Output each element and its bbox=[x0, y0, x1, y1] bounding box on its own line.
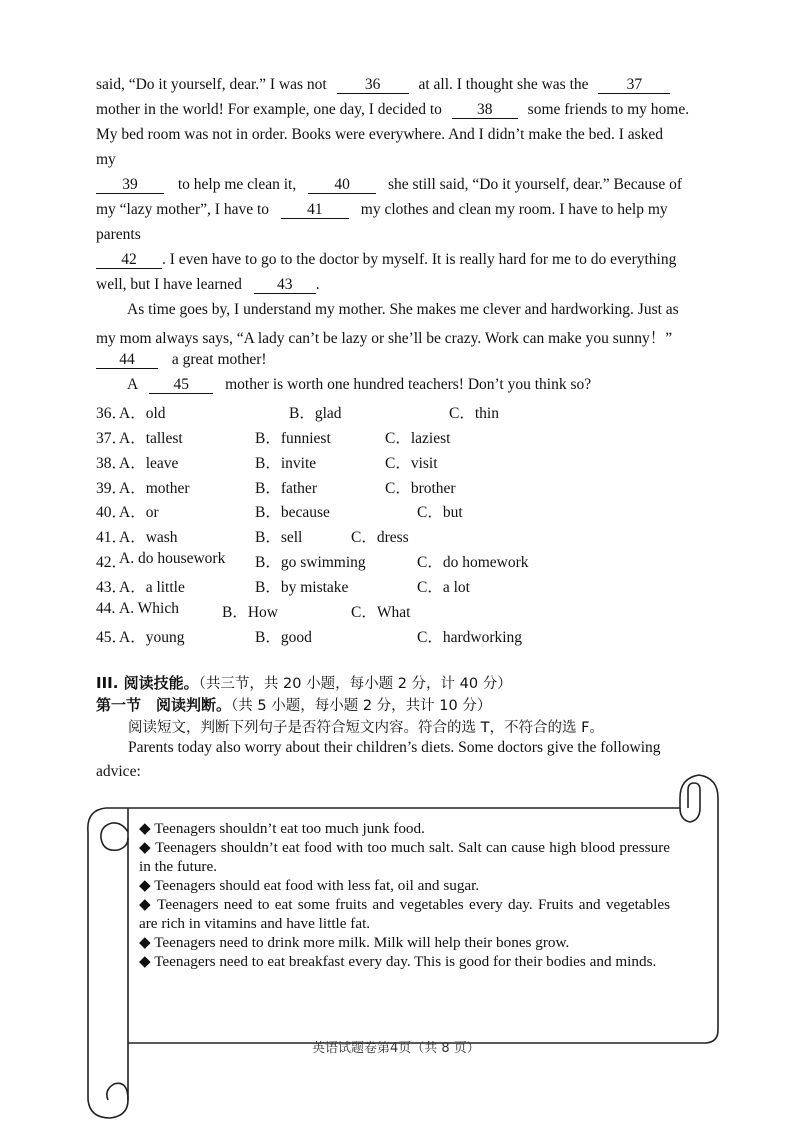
blank-37: 37 bbox=[598, 77, 670, 94]
option-c: C．but bbox=[417, 504, 463, 522]
option-a: A．leave bbox=[119, 454, 179, 472]
option-a: A．old bbox=[119, 405, 166, 422]
question-number: 42． bbox=[96, 554, 128, 572]
option-c: C．brother bbox=[385, 479, 456, 497]
blank-43: 43 bbox=[254, 277, 316, 294]
option-c: C．do homework bbox=[417, 554, 529, 572]
passage-text: said, “Do it yourself, dear.” I was not bbox=[96, 76, 327, 93]
question-number: 40． bbox=[96, 504, 128, 522]
passage-line-3: My bed room was not in order. Books were everywhere. And I didn’t make the bed. I asked bbox=[96, 126, 664, 143]
option-a: A．tallest bbox=[119, 429, 183, 447]
option-b: B．invite bbox=[255, 454, 317, 472]
blank-42: 42 bbox=[96, 252, 162, 269]
intro-line-1: Parents today also worry about their children’s diets. Some doctors give the following bbox=[128, 739, 661, 756]
passage-text: . bbox=[315, 276, 320, 293]
section-heading: III. 阅读技能。 bbox=[96, 674, 199, 692]
blank-36: 36 bbox=[337, 77, 409, 94]
passage-line-5b: parents bbox=[96, 226, 141, 243]
option-a: A. Which bbox=[119, 599, 179, 617]
advice-item: ◆ Teenagers need to eat breakfast every day. This is good for their bodies and minds. bbox=[139, 953, 657, 970]
advice-list bbox=[139, 819, 670, 971]
option-b: B．good bbox=[255, 628, 312, 646]
option-c: C．a lot bbox=[417, 578, 470, 596]
option-c: C．visit bbox=[385, 454, 438, 472]
subsection-note: （共 5 小题，每小题 2 分，共计 10 分） bbox=[231, 698, 492, 714]
blank-39: 39 bbox=[96, 177, 164, 194]
intro-line-2: advice: bbox=[96, 763, 141, 780]
option-a: A．young bbox=[119, 628, 185, 646]
option-b: B．because bbox=[255, 504, 330, 522]
option-a: A．wash bbox=[119, 529, 178, 547]
passage-line-8: As time goes by, I understand my mother. She makes me clever and hardworking. Just as bbox=[127, 301, 679, 318]
advice-item: ◆ Teenagers need to drink more milk. Milk will help their bones grow. bbox=[139, 934, 570, 951]
question-number: 36． bbox=[96, 405, 128, 422]
passage-text: well, but I have learned bbox=[96, 276, 242, 293]
passage-text: she still said, “Do it yourself, dear.” Because of bbox=[388, 176, 682, 193]
option-b: B．by mistake bbox=[255, 578, 349, 596]
passage-text: . I even have to go to the doctor by myself. It is really hard for me to do everything bbox=[162, 251, 677, 268]
question-number: 44. bbox=[96, 599, 116, 617]
option-b: B．How bbox=[222, 603, 278, 621]
passage-line-3b: my bbox=[96, 151, 116, 168]
option-b: B．go swimming bbox=[255, 554, 366, 572]
advice-item: ◆ Teenagers shouldn’t eat too much junk food. bbox=[139, 820, 425, 837]
passage-line-9: my mom always says, “A lady can’t be lazy or she’ll be crazy. Work can make you sunny！” bbox=[96, 330, 673, 347]
option-c: C．laziest bbox=[385, 429, 451, 447]
subsection-heading: 第一节 阅读判断。 bbox=[96, 696, 232, 714]
option-c: C．hardworking bbox=[417, 628, 523, 646]
advice-item: ◆ Teenagers should eat food with less fat, oil and sugar. bbox=[139, 877, 480, 894]
passage-text: some friends to my home. bbox=[527, 101, 690, 118]
blank-44: 44 bbox=[96, 352, 158, 369]
passage-text: my “lazy mother”, I have to bbox=[96, 201, 270, 218]
question-number: 41． bbox=[96, 529, 128, 547]
blank-40: 40 bbox=[308, 177, 376, 194]
option-b: B．funniest bbox=[255, 429, 331, 447]
option-a: A. do housework bbox=[119, 550, 226, 568]
option-a: A．mother bbox=[119, 479, 190, 497]
advice-item: ◆ Teenagers need to eat some fruits and vegetables every day. Fruits and vegetables are rich in vitamins and have little fat. bbox=[139, 896, 670, 932]
passage-text: to help me clean it, bbox=[177, 176, 297, 193]
advice-item: ◆ Teenagers shouldn’t eat food with too much salt. Salt can cause high blood pressure in the future. bbox=[139, 839, 670, 875]
passage-text: mother is worth one hundred teachers! Don’t you think so? bbox=[225, 376, 592, 393]
question-number: 43． bbox=[96, 578, 128, 596]
passage-text: A bbox=[127, 376, 138, 393]
option-a: A．a little bbox=[119, 578, 185, 596]
option-b: B．sell bbox=[255, 529, 303, 547]
option-c: C．What bbox=[351, 603, 411, 621]
option-b: B．glad bbox=[289, 405, 342, 422]
option-a: A．or bbox=[119, 504, 159, 522]
passage-text: mother in the world! For example, one day, I decided to bbox=[96, 101, 442, 118]
blank-38: 38 bbox=[452, 102, 518, 119]
passage-text: a great mother! bbox=[171, 351, 267, 368]
question-number: 37． bbox=[96, 429, 128, 447]
question-number: 39． bbox=[96, 479, 128, 497]
option-c: C．dress bbox=[351, 529, 409, 547]
section-note: （共三节，共 20 小题，每小题 2 分，计 40 分） bbox=[198, 676, 512, 692]
option-b: B．father bbox=[255, 479, 317, 497]
question-number: 38． bbox=[96, 454, 128, 472]
question-number: 45． bbox=[96, 628, 128, 646]
passage-text: at all. I thought she was the bbox=[418, 76, 589, 93]
passage-text: my clothes and clean my room. I have to help my bbox=[360, 201, 668, 218]
instruction: 阅读短文，判断下列句子是否符合短文内容。符合的选 T，不符合的选 F。 bbox=[128, 720, 604, 736]
page-footer: 英语试题卷第4页（共 8 页） bbox=[312, 1041, 480, 1056]
blank-45: 45 bbox=[149, 377, 213, 394]
blank-41: 41 bbox=[281, 202, 349, 219]
option-c: C．thin bbox=[449, 405, 499, 422]
